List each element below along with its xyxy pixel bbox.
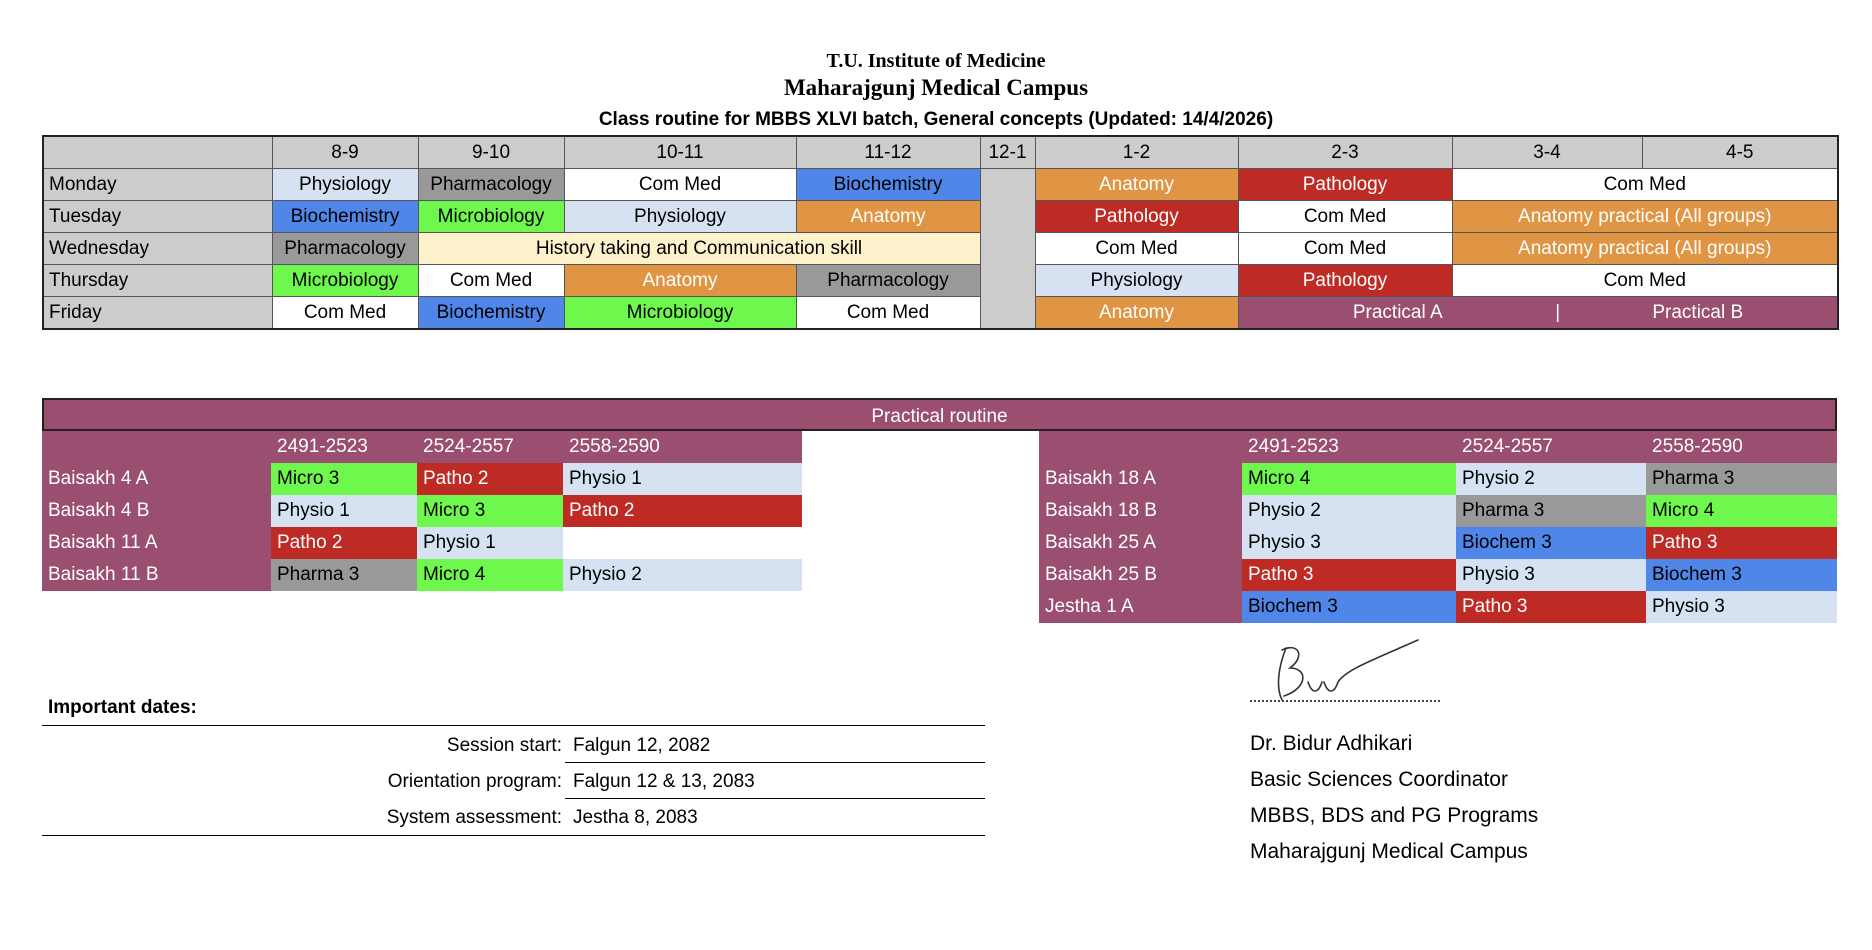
routine-subtitle: Class routine for MBBS XLVI batch, General concepts (Updated: 14/4/2026) <box>598 109 1274 130</box>
group-label: Baisakh 18 B <box>1039 495 1242 527</box>
practical-cell: Physio 2 <box>1456 463 1646 495</box>
date-value: Jestha 8, 2083 <box>573 807 698 828</box>
class-cell: Microbiology <box>564 297 796 330</box>
signature-mark <box>1268 638 1428 708</box>
practical-cell: Micro 4 <box>417 559 563 591</box>
day-row-friday <box>43 297 1838 330</box>
group-label: Baisakh 4 B <box>42 495 271 527</box>
class-cell: Pathology <box>1238 265 1452 297</box>
group-header-cell <box>42 431 271 463</box>
class-cell: Com Med <box>796 297 980 330</box>
practical-row <box>42 463 802 495</box>
day-label: Tuesday <box>43 201 272 233</box>
class-cell: Biochemistry <box>418 297 564 330</box>
class-cell: Com Med <box>1452 265 1838 297</box>
practical-cell: Physio 3 <box>1646 591 1837 623</box>
practical-cell: Biochem 3 <box>1242 591 1456 623</box>
date-value: Falgun 12, 2082 <box>573 735 711 756</box>
practical-cell: Pharma 3 <box>1646 463 1837 495</box>
class-cell: Physiology <box>1035 265 1238 297</box>
class-cell: Com Med <box>418 265 564 297</box>
class-cell: Anatomy <box>1035 169 1238 201</box>
signatory-role: Basic Sciences Coordinator <box>1250 768 1508 791</box>
practical-cell: Micro 3 <box>417 495 563 527</box>
practical-cell: Micro 4 <box>1646 495 1837 527</box>
practical-cell: Pharma 3 <box>1456 495 1646 527</box>
dates-divider <box>565 798 985 799</box>
practical-header-row <box>42 431 802 463</box>
practical-row <box>1039 463 1837 495</box>
date-label: Session start: <box>446 735 562 756</box>
dates-divider <box>565 762 985 763</box>
group-label: Baisakh 11 A <box>42 527 271 559</box>
day-row-wednesday <box>43 233 1838 265</box>
important-dates-title: Important dates: <box>48 697 197 718</box>
class-cell: Pathology <box>1035 201 1238 233</box>
campus-title: Maharajgunj Medical Campus <box>783 75 1089 100</box>
time-slot: 8-9 <box>272 136 418 169</box>
institute-title: T.U. Institute of Medicine <box>826 50 1046 72</box>
practical-separator: | <box>1555 302 1561 323</box>
class-cell: Anatomy <box>796 201 980 233</box>
date-label: Orientation program: <box>387 771 562 792</box>
class-cell: Anatomy <box>1035 297 1238 330</box>
group-label: Baisakh 11 B <box>42 559 271 591</box>
time-header-row <box>43 136 1838 169</box>
class-cell: Pathology <box>1238 169 1452 201</box>
group-label: Baisakh 25 B <box>1039 559 1242 591</box>
day-row-thursday <box>43 265 1838 297</box>
time-slot: 9-10 <box>418 136 564 169</box>
class-cell: Pharmacology <box>796 265 980 297</box>
practical-cell: Micro 4 <box>1242 463 1456 495</box>
class-cell: Com Med <box>1238 233 1452 265</box>
practical-b-label: Practical B <box>1652 302 1744 323</box>
practical-cell: Physio 2 <box>1242 495 1456 527</box>
practical-cell: Micro 3 <box>271 463 417 495</box>
practical-cell: Patho 2 <box>417 463 563 495</box>
class-cell: Physiology <box>272 169 418 201</box>
day-label: Friday <box>43 297 272 330</box>
signature-line <box>1250 700 1440 702</box>
time-slot: 4-5 <box>1642 136 1838 169</box>
date-value: Falgun 12 & 13, 2083 <box>573 771 755 792</box>
practical-row <box>1039 527 1837 559</box>
dates-divider <box>42 835 985 836</box>
class-cell: Com Med <box>1035 233 1238 265</box>
group-label: Jestha 1 A <box>1039 591 1242 623</box>
practical-header-row <box>1039 431 1837 463</box>
class-cell: Microbiology <box>418 201 564 233</box>
class-cell: Com Med <box>272 297 418 330</box>
signatory-name: Dr. Bidur Adhikari <box>1250 732 1413 755</box>
roll-range: 2558-2590 <box>563 431 802 463</box>
practical-cell: Patho 3 <box>1456 591 1646 623</box>
corner-cell <box>43 136 272 169</box>
class-cell: Physiology <box>564 201 796 233</box>
date-label: System assessment: <box>386 807 562 828</box>
class-cell: Anatomy <box>564 265 796 297</box>
roll-range: 2491-2523 <box>1242 431 1456 463</box>
lunch-break-cell <box>980 169 1035 330</box>
practical-table-left <box>42 431 802 591</box>
practical-cell: Physio 3 <box>1456 559 1646 591</box>
practical-cell: Patho 3 <box>1646 527 1837 559</box>
day-row-tuesday <box>43 201 1838 233</box>
class-cell: History taking and Communication skill <box>418 233 980 265</box>
practical-row <box>42 527 802 559</box>
roll-range: 2524-2557 <box>417 431 563 463</box>
practical-cell: Biochem 3 <box>1646 559 1837 591</box>
practical-cell <box>563 527 802 559</box>
practical-cell: Patho 2 <box>563 495 802 527</box>
class-cell: Pharmacology <box>418 169 564 201</box>
signatory-campus: Maharajgunj Medical Campus <box>1250 840 1528 863</box>
practical-row <box>1039 495 1837 527</box>
practical-cell: Physio 3 <box>1242 527 1456 559</box>
class-cell: Biochemistry <box>272 201 418 233</box>
practical-cell: Biochem 3 <box>1456 527 1646 559</box>
practical-table-right <box>1039 431 1837 623</box>
practical-a-label: Practical A <box>1352 302 1443 323</box>
day-row-monday <box>43 169 1838 201</box>
class-cell: Biochemistry <box>796 169 980 201</box>
class-cell: Anatomy practical (All groups) <box>1452 201 1838 233</box>
dates-divider <box>42 725 985 726</box>
class-cell: Anatomy practical (All groups) <box>1452 233 1838 265</box>
practical-row <box>42 559 802 591</box>
practical-cell: Physio 2 <box>563 559 802 591</box>
class-cell: Com Med <box>564 169 796 201</box>
roll-range: 2524-2557 <box>1456 431 1646 463</box>
practical-row <box>42 495 802 527</box>
class-cell: Microbiology <box>272 265 418 297</box>
class-cell: Pharmacology <box>272 233 418 265</box>
practical-routine-title: Practical routine <box>42 398 1837 431</box>
time-slot: 1-2 <box>1035 136 1238 169</box>
time-slot: 11-12 <box>796 136 980 169</box>
day-label: Thursday <box>43 265 272 297</box>
roll-range: 2491-2523 <box>271 431 417 463</box>
group-label: Baisakh 25 A <box>1039 527 1242 559</box>
practical-row <box>1039 559 1837 591</box>
practical-cell: Pharma 3 <box>271 559 417 591</box>
group-label: Baisakh 4 A <box>42 463 271 495</box>
practical-cell <box>1238 297 1838 330</box>
signatory-programs: MBBS, BDS and PG Programs <box>1250 804 1539 827</box>
practical-cell: Physio 1 <box>563 463 802 495</box>
group-label: Baisakh 18 A <box>1039 463 1242 495</box>
practical-cell: Physio 1 <box>271 495 417 527</box>
roll-range: 2558-2590 <box>1646 431 1837 463</box>
day-label: Monday <box>43 169 272 201</box>
class-cell: Com Med <box>1238 201 1452 233</box>
day-label: Wednesday <box>43 233 272 265</box>
group-header-cell <box>1039 431 1242 463</box>
time-slot: 12-1 <box>980 136 1035 169</box>
class-cell: Com Med <box>1452 169 1838 201</box>
practical-cell: Patho 3 <box>1242 559 1456 591</box>
practical-cell: Patho 2 <box>271 527 417 559</box>
time-slot: 2-3 <box>1238 136 1452 169</box>
practical-cell: Physio 1 <box>417 527 563 559</box>
class-routine-table <box>42 135 1839 330</box>
practical-row <box>1039 591 1837 623</box>
time-slot: 10-11 <box>564 136 796 169</box>
time-slot: 3-4 <box>1452 136 1642 169</box>
